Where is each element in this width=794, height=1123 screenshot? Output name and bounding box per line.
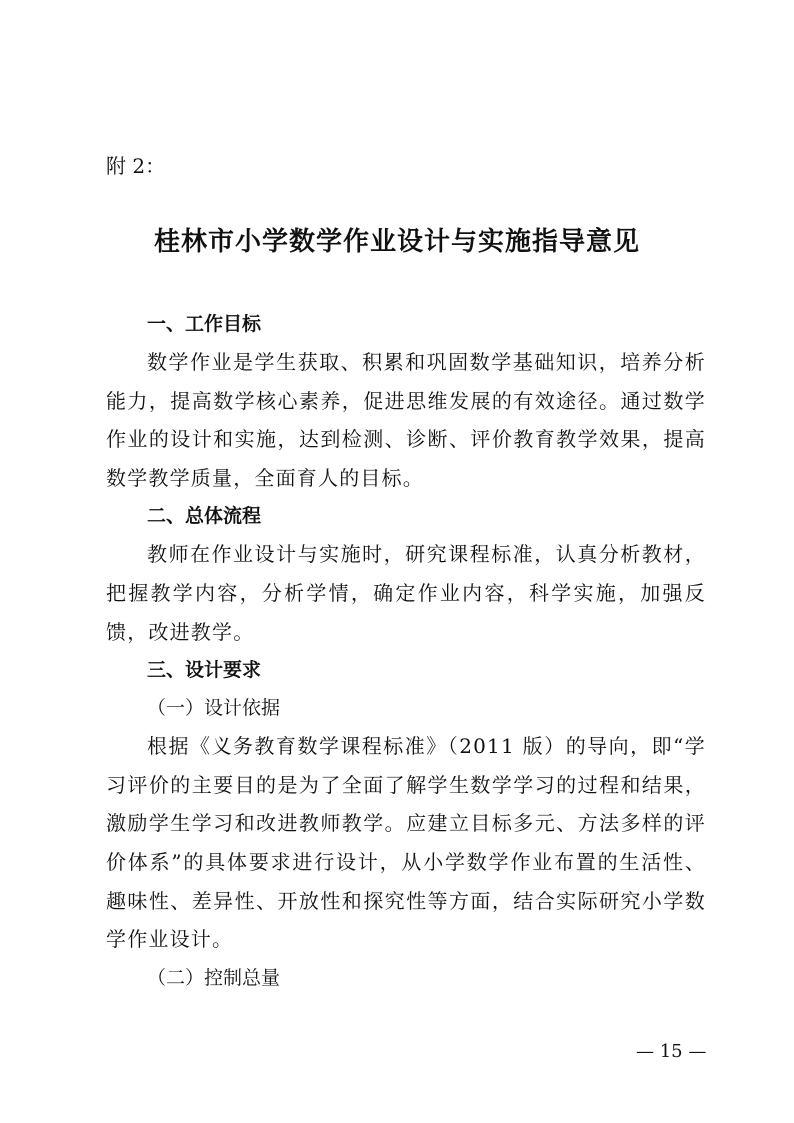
- section-heading-requirements: 三、设计要求: [147, 659, 262, 682]
- subsection-heading-total: （二）控制总量: [147, 966, 281, 989]
- section-heading-process: 二、总体流程: [147, 505, 262, 528]
- section-paragraph-process: 教师在作业设计与实施时，研究课程标准，认真分析教材，把握教学内容，分析学情，确定作业内容，科学实施，加强反馈，改进教学。: [106, 542, 706, 644]
- document-title: 桂林市小学数学作业设计与实施指导意见: [153, 227, 640, 257]
- section-paragraph-goals: 数学作业是学生获取、积累和巩固数学基础知识，培养分析能力，提高数学核心素养，促进思维发展的有效途径。通过数学作业的设计和实施，达到检测、诊断、评价教育教学效果，提高数学教学质量，全面育人的目标。: [106, 350, 706, 490]
- subsection-heading-basis: （一）设计依据: [147, 697, 281, 720]
- section-paragraph-basis: 根据《义务教育数学课程标准》（2011 版）的导向，即“学习评价的主要目的是为了全面了解学生数学学习的过程和结果，激励学生学习和改进教师教学。应建立目标多元、方法多样的评价体系”的具体要求进行设计，从小学数学作业布置的生活性、趣味性、差异性、开放性和探究性等方面，结合实际研究小学数学作业设计。: [106, 734, 706, 952]
- document-body: [106, 305, 706, 997]
- page-number: — 15 —: [636, 1041, 707, 1062]
- appendix-label: 附 2：: [106, 154, 166, 178]
- section-heading-goals: 一、工作目标: [147, 313, 262, 335]
